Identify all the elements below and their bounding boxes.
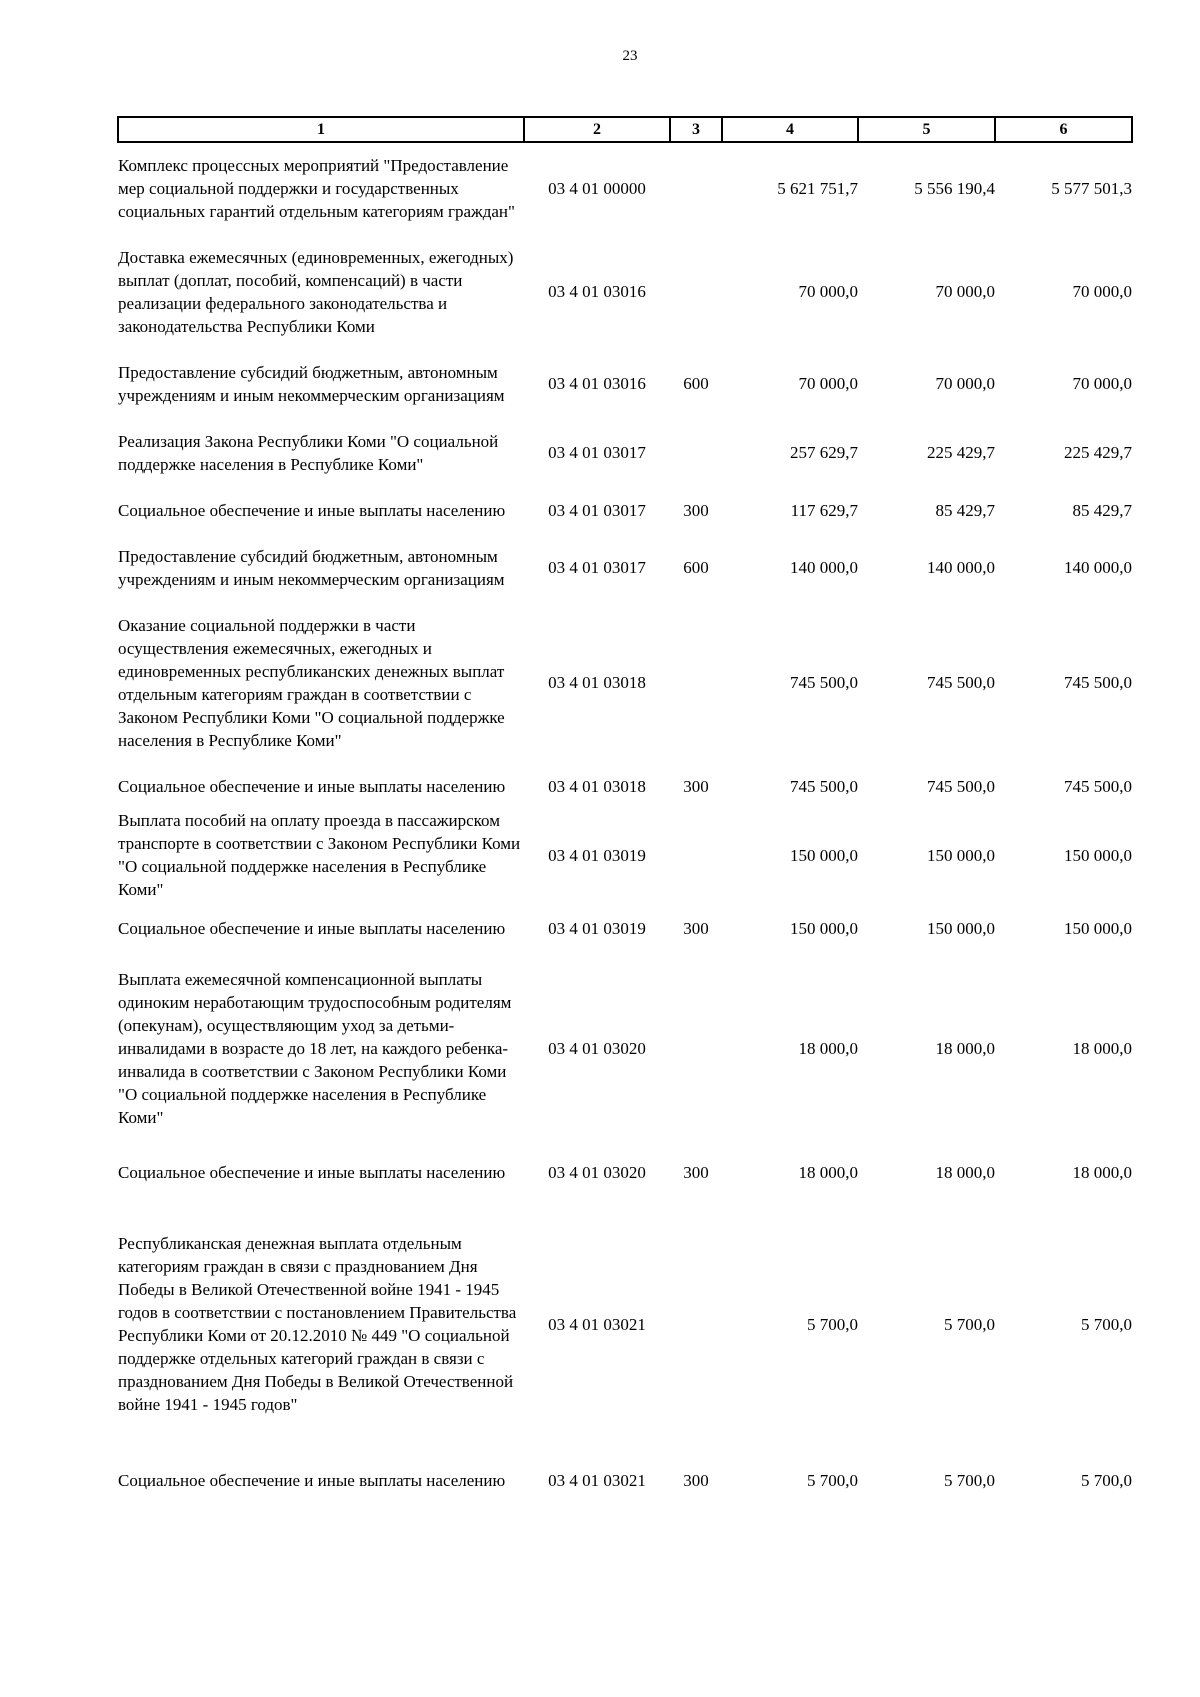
row-value-2025: 140 000,0	[1064, 558, 1132, 577]
row-value-2023: 5 700,0	[807, 1314, 858, 1334]
row-kvr: 300	[683, 918, 709, 938]
table-header-row	[118, 117, 1132, 142]
row-name: Комплекс процессных мероприятий "Предоставление мер социальной поддержки и государственных социальных гарантий отдельным категориям граждан"	[118, 156, 515, 221]
column-header-6: 6	[995, 117, 1132, 142]
row-name: Социальное обеспечение и иные выплаты населению	[118, 1470, 506, 1490]
row-value-2025: 225 429,7	[1064, 443, 1132, 462]
row-value-2024: 745 500,0	[927, 776, 995, 796]
row-value-2024: 18 000,0	[935, 1162, 995, 1182]
row-code: 03 4 01 00000	[548, 179, 646, 198]
row-value-2025: 150 000,0	[1064, 918, 1132, 938]
row-name: Социальное обеспечение и иные выплаты населению	[118, 776, 506, 796]
row-name: Предоставление субсидий бюджетным, автономным учреждениям и иным некоммерческим организациям	[118, 362, 505, 405]
row-code: 03 4 01 03016	[548, 282, 646, 301]
row-code: 03 4 01 03017	[548, 443, 646, 462]
table-row	[118, 349, 1132, 418]
table-row	[118, 1445, 1132, 1515]
row-value-2023: 70 000,0	[798, 374, 858, 393]
row-name: Социальное обеспечение и иные выплаты населению	[118, 500, 506, 520]
row-code: 03 4 01 03021	[548, 1314, 646, 1334]
row-code: 03 4 01 03017	[548, 558, 646, 577]
table-row	[118, 533, 1132, 602]
table-row	[118, 418, 1132, 487]
table-row	[118, 1141, 1132, 1203]
row-value-2025: 85 429,7	[1072, 500, 1132, 520]
row-kvr: 600	[683, 374, 709, 393]
row-value-2023: 745 500,0	[790, 673, 858, 692]
row-value-2024: 5 556 190,4	[914, 179, 995, 198]
row-value-2025: 5 577 501,3	[1051, 179, 1132, 198]
row-value-2024: 5 700,0	[944, 1314, 995, 1334]
column-header-2: 2	[524, 117, 670, 142]
row-value-2023: 5 621 751,7	[777, 179, 858, 198]
row-kvr: 300	[683, 776, 709, 796]
row-name: Оказание социальной поддержки в части осуществления ежемесячных, ежегодных и единовременных республиканских денежных выплат отдельным категориям граждан в соответствии с Законом Республики Коми "О социальной поддержке населения в Республике Коми"	[118, 615, 505, 750]
row-name: Социальное обеспечение и иные выплаты населению	[118, 1162, 506, 1182]
row-code: 03 4 01 03019	[548, 845, 646, 865]
row-kvr	[670, 602, 722, 763]
row-value-2023: 257 629,7	[790, 443, 858, 462]
row-code: 03 4 01 03018	[548, 776, 646, 796]
table-row	[118, 142, 1132, 234]
row-value-2024: 70 000,0	[935, 282, 995, 301]
row-kvr	[670, 418, 722, 487]
row-kvr	[670, 955, 722, 1141]
row-value-2025: 5 700,0	[1081, 1314, 1132, 1334]
row-value-2025: 18 000,0	[1072, 1162, 1132, 1182]
row-value-2024: 225 429,7	[927, 443, 995, 462]
row-value-2024: 745 500,0	[927, 673, 995, 692]
row-kvr	[670, 1203, 722, 1445]
row-kvr	[670, 809, 722, 901]
row-value-2023: 140 000,0	[790, 558, 858, 577]
row-code: 03 4 01 03020	[548, 1038, 646, 1058]
page-number: 23	[622, 48, 638, 64]
budget-table	[117, 116, 1133, 1515]
column-header-1: 1	[118, 117, 524, 142]
table-row	[118, 955, 1132, 1141]
row-value-2023: 70 000,0	[798, 282, 858, 301]
row-value-2024: 70 000,0	[935, 374, 995, 393]
row-name: Республиканская денежная выплата отдельным категориям граждан в связи с празднованием Дня Победы в Великой Отечественной войне 1941 - 1945 годов в соответствии с постановлением Правительства Республики Коми от 20.12.2010 № 449 "О социальной поддержке отдельных категорий граждан в связи с празднованием Дня Победы в Великой Отечественной войне 1941 - 1945 годов"	[118, 1234, 517, 1414]
table-row	[118, 901, 1132, 955]
row-value-2023: 117 629,7	[790, 500, 858, 520]
row-value-2024: 5 700,0	[944, 1470, 995, 1490]
row-kvr: 300	[683, 500, 709, 520]
row-value-2023: 150 000,0	[790, 845, 858, 865]
row-value-2025: 745 500,0	[1064, 776, 1132, 796]
row-code: 03 4 01 03018	[548, 673, 646, 692]
row-value-2023: 18 000,0	[798, 1038, 858, 1058]
row-value-2023: 745 500,0	[790, 776, 858, 796]
row-value-2025: 18 000,0	[1072, 1038, 1132, 1058]
row-code: 03 4 01 03021	[548, 1470, 646, 1490]
table-row	[118, 1203, 1132, 1445]
row-code: 03 4 01 03016	[548, 374, 646, 393]
row-value-2024: 150 000,0	[927, 918, 995, 938]
row-value-2023: 150 000,0	[790, 918, 858, 938]
row-value-2025: 150 000,0	[1064, 845, 1132, 865]
row-value-2025: 5 700,0	[1081, 1470, 1132, 1490]
table-row	[118, 809, 1132, 901]
row-value-2024: 85 429,7	[935, 500, 995, 520]
row-name: Социальное обеспечение и иные выплаты населению	[118, 918, 506, 938]
column-header-5: 5	[858, 117, 995, 142]
row-name: Реализация Закона Республики Коми "О социальной поддержке населения в Республике Коми"	[118, 431, 499, 474]
row-value-2023: 5 700,0	[807, 1470, 858, 1490]
row-kvr: 600	[683, 558, 709, 577]
row-value-2024: 150 000,0	[927, 845, 995, 865]
row-code: 03 4 01 03020	[548, 1162, 646, 1182]
row-name: Выплата ежемесячной компенсационной выплаты одиноким неработающим трудоспособным родителям (опекунам), осуществляющим уход за детьми-инвалидами в возрасте до 18 лет, на каждого ребенка-инвалида в соответствии с Законом Республики Коми "О социальной поддержке населения в Республике Коми"	[118, 969, 512, 1127]
row-name: Доставка ежемесячных (единовременных, ежегодных) выплат (доплат, пособий, компенсаций) в части реализации федерального законодательства и законодательства Республики Коми	[118, 247, 514, 336]
row-value-2024: 140 000,0	[927, 558, 995, 577]
column-header-3: 3	[670, 117, 722, 142]
table-row	[118, 487, 1132, 533]
table-row	[118, 234, 1132, 349]
row-kvr: 300	[683, 1470, 709, 1490]
row-value-2023: 18 000,0	[798, 1162, 858, 1182]
row-value-2024: 18 000,0	[935, 1038, 995, 1058]
row-kvr	[670, 142, 722, 234]
table-row	[118, 763, 1132, 809]
row-value-2025: 745 500,0	[1064, 673, 1132, 692]
row-code: 03 4 01 03019	[548, 918, 646, 938]
row-code: 03 4 01 03017	[548, 500, 646, 520]
row-value-2025: 70 000,0	[1072, 374, 1132, 393]
row-name: Выплата пособий на оплату проезда в пассажирском транспорте в соответствии с Законом Республики Коми "О социальной поддержке населения в Республике Коми"	[118, 811, 521, 899]
row-name: Предоставление субсидий бюджетным, автономным учреждениям и иным некоммерческим организациям	[118, 546, 505, 589]
row-kvr: 300	[683, 1162, 709, 1182]
table-row	[118, 602, 1132, 763]
row-value-2025: 70 000,0	[1072, 282, 1132, 301]
column-header-4: 4	[722, 117, 858, 142]
row-kvr	[670, 234, 722, 349]
